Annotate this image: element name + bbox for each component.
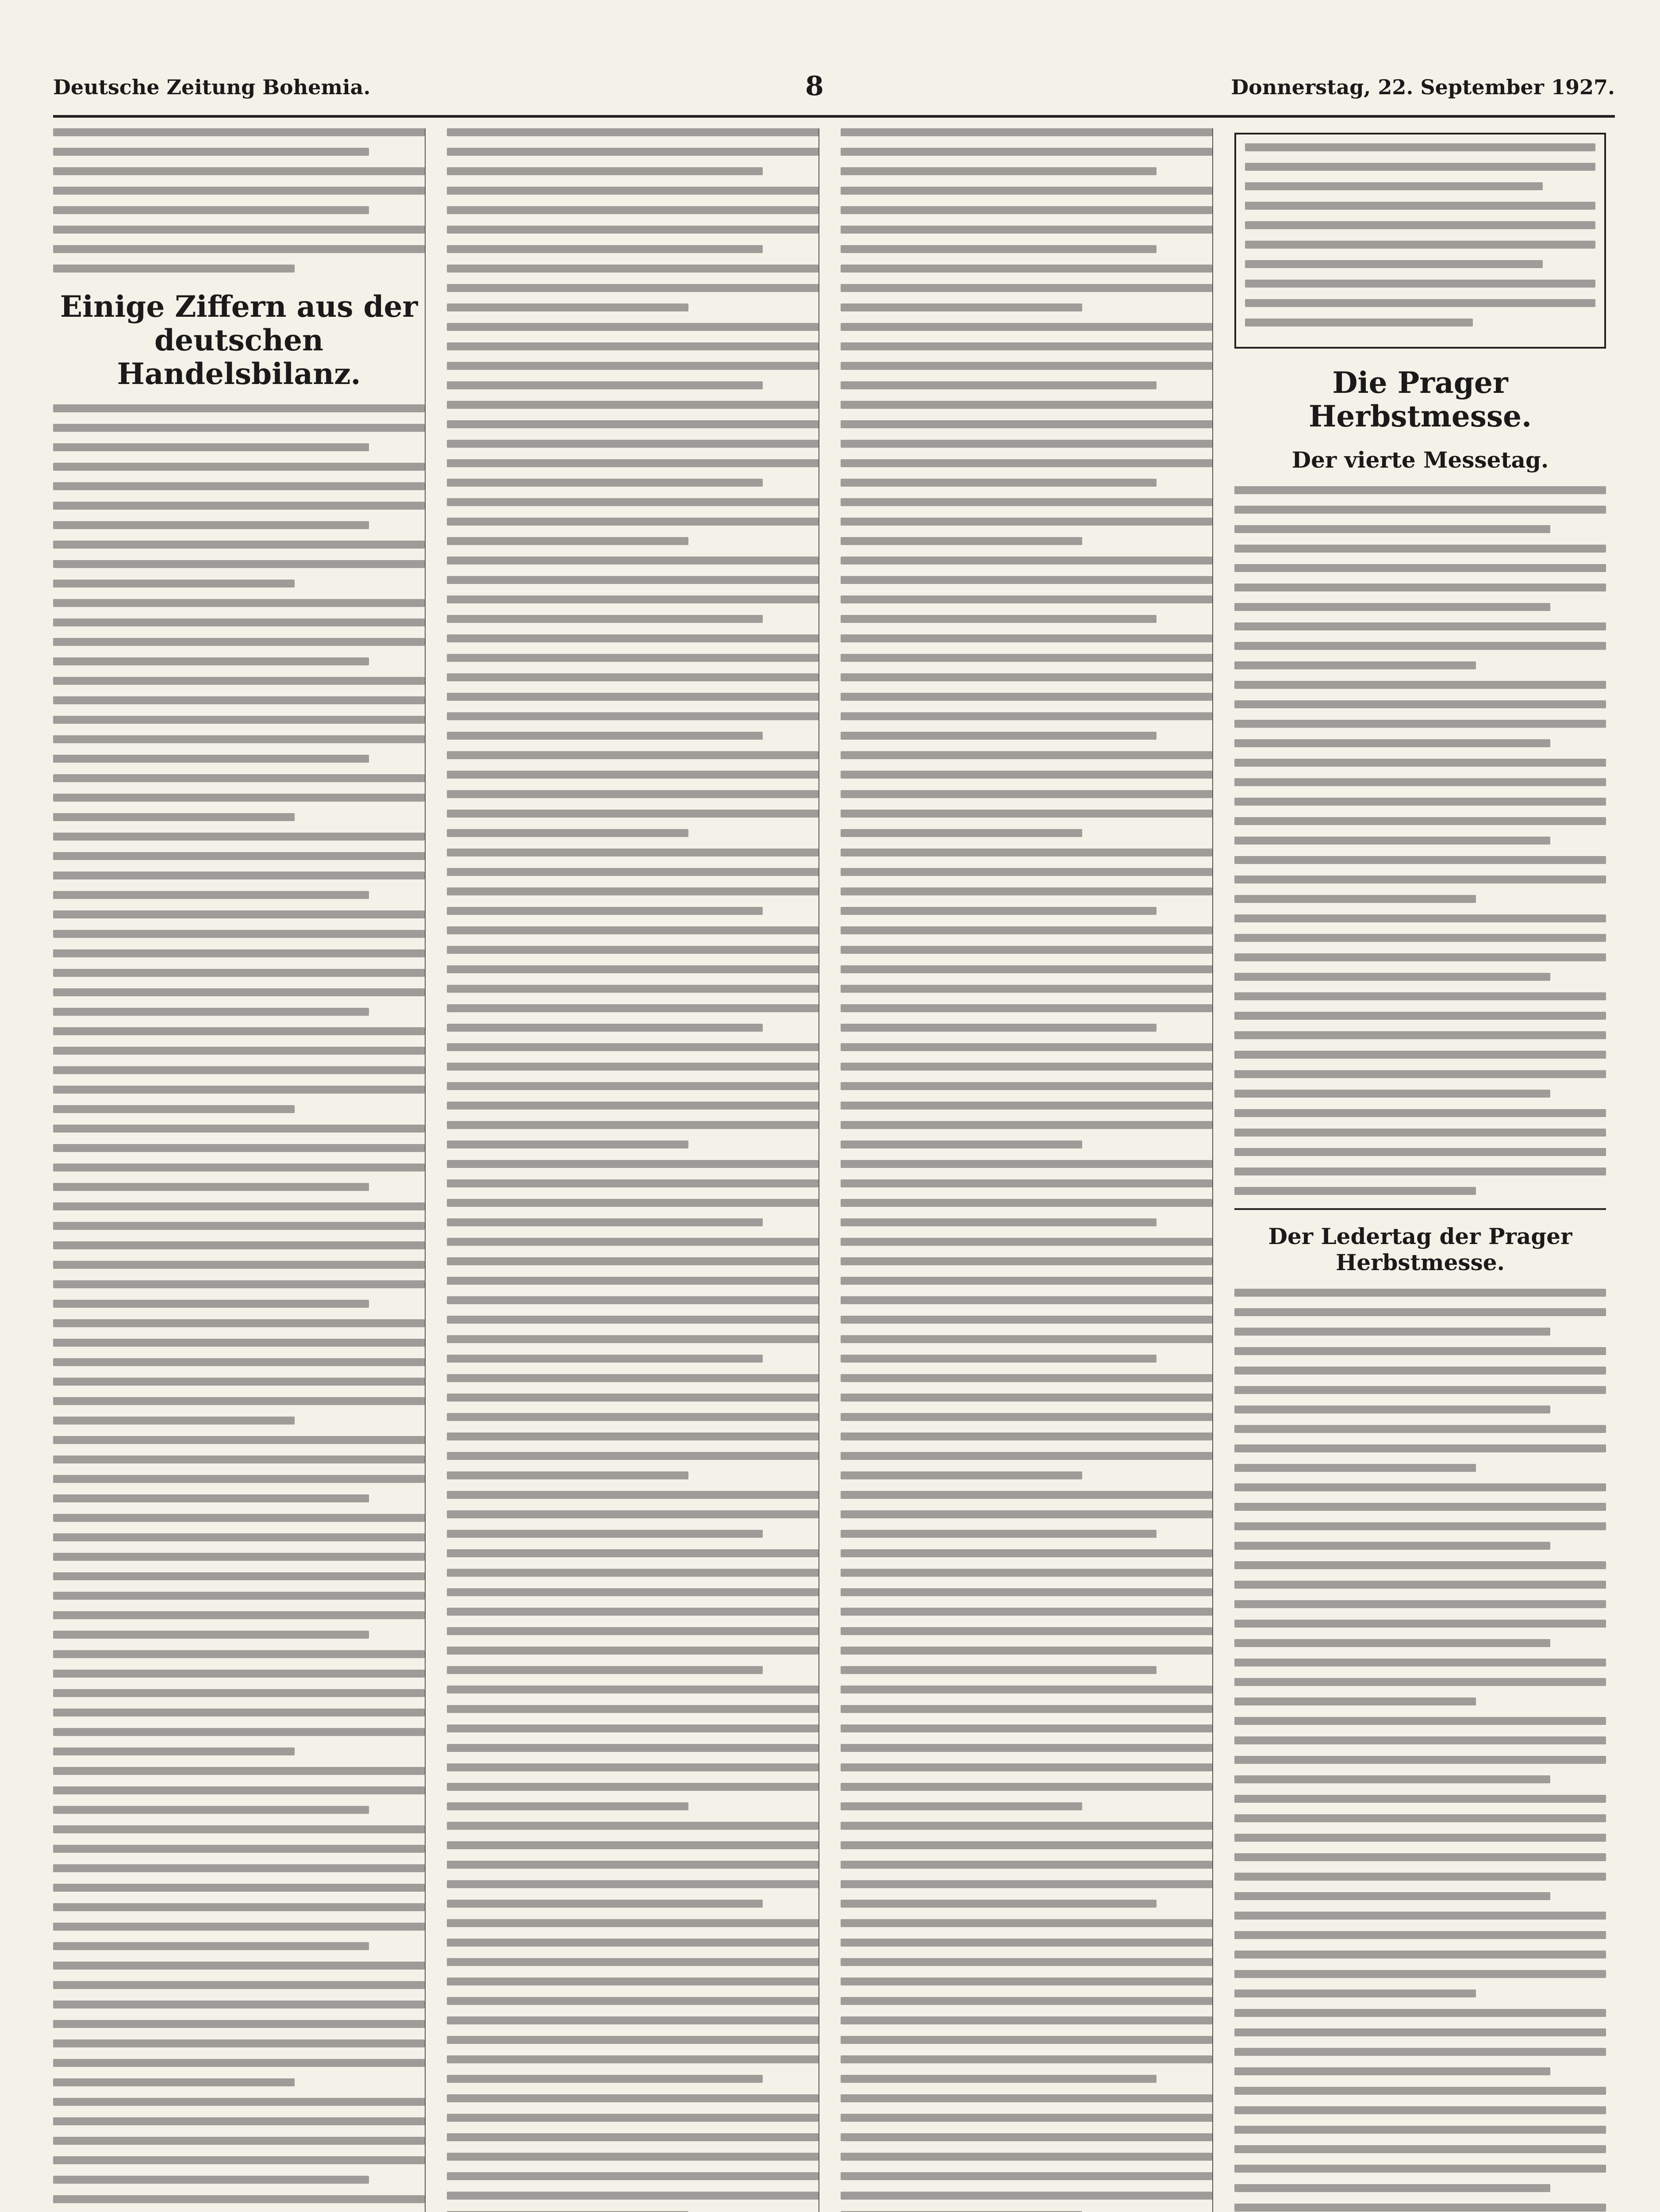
column-3-body bbox=[841, 128, 1212, 2212]
column-2-body bbox=[447, 128, 818, 2212]
column-4-top-notice bbox=[1234, 133, 1606, 349]
newspaper-page bbox=[53, 66, 1615, 2212]
issue-date: Donnerstag, 22. September 1927. bbox=[1231, 75, 1615, 99]
column-3 bbox=[841, 128, 1213, 2212]
column-4-body bbox=[1234, 486, 1606, 1195]
column-1-top-text bbox=[53, 128, 425, 273]
page-number: 8 bbox=[805, 71, 824, 102]
article-heading: Einige Ziffern aus der deutschen Handelsbilanz. bbox=[60, 289, 418, 391]
column-4 bbox=[1234, 128, 1606, 2212]
messe-subheading: Der vierte Messetag. bbox=[1291, 446, 1549, 473]
ledertag-heading: Der Ledertag der Prager Herbstmesse. bbox=[1268, 1223, 1572, 1275]
column-1 bbox=[53, 128, 426, 2212]
column-4-lower-body bbox=[1234, 1289, 1606, 2212]
column-1-body bbox=[53, 404, 425, 2212]
section-rule bbox=[1234, 1208, 1606, 1210]
article-columns bbox=[53, 128, 1615, 2212]
messe-heading: Die Prager Herbstmesse. bbox=[1308, 365, 1532, 434]
page-header bbox=[53, 66, 1615, 118]
paper-name: Deutsche Zeitung Bohemia. bbox=[53, 75, 371, 99]
column-2 bbox=[447, 128, 819, 2212]
